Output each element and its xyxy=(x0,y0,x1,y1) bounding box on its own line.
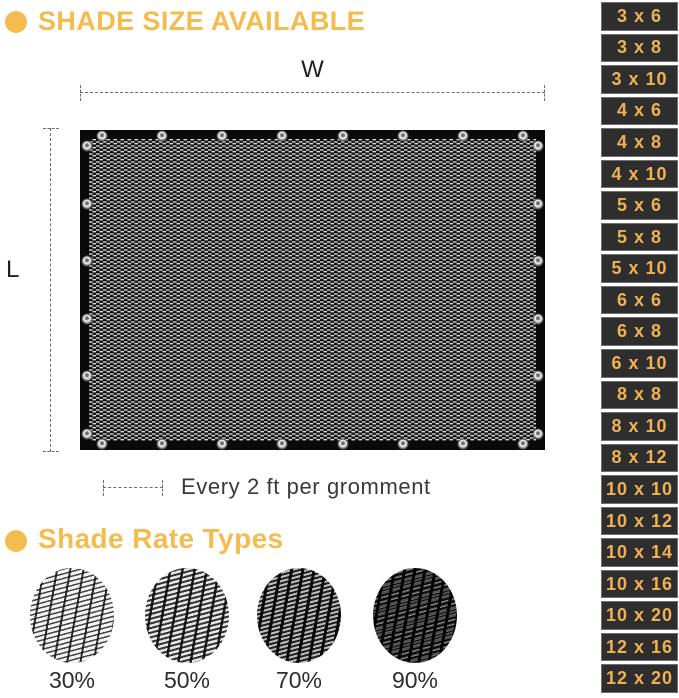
grommet-icon xyxy=(533,198,544,209)
grommet-icon xyxy=(157,131,168,142)
grommet-icon xyxy=(82,371,93,382)
width-dimension-line xyxy=(80,92,545,93)
size-option: 6 x 6 xyxy=(601,286,678,315)
size-option: 10 x 14 xyxy=(601,538,678,567)
shade-rate-swatch xyxy=(30,568,114,663)
size-option: 12 x 20 xyxy=(601,664,678,693)
grommet-icon xyxy=(457,439,468,450)
size-option: 5 x 10 xyxy=(601,254,678,283)
grommet-icon xyxy=(96,439,107,450)
size-option: 5 x 6 xyxy=(601,191,678,220)
grommet-icon xyxy=(518,439,529,450)
shade-rate-label: 50% xyxy=(163,667,211,693)
size-option: 10 x 16 xyxy=(601,570,678,599)
grommet-icon xyxy=(82,429,93,440)
size-option: 6 x 8 xyxy=(601,317,678,346)
size-list xyxy=(601,2,678,693)
length-dimension-line xyxy=(50,128,51,452)
size-option: 4 x 10 xyxy=(601,160,678,189)
grommet-icon xyxy=(217,439,228,450)
size-option: 10 x 12 xyxy=(601,507,678,536)
grommet-icon xyxy=(82,313,93,324)
grommet-icon xyxy=(457,131,468,142)
size-option: 10 x 20 xyxy=(601,601,678,630)
grommet-icon xyxy=(397,439,408,450)
shade-rate-swatch xyxy=(145,568,229,663)
length-dimension-label: L xyxy=(6,256,20,283)
bullet-icon xyxy=(5,11,27,33)
size-section-title: SHADE SIZE AVAILABLE xyxy=(38,6,366,36)
size-option: 6 x 10 xyxy=(601,349,678,378)
size-option: 3 x 6 xyxy=(601,2,678,31)
shade-rate-label: 90% xyxy=(391,667,439,693)
grommet-icon xyxy=(82,141,93,152)
grommet-icon xyxy=(533,371,544,382)
mesh-texture xyxy=(89,139,536,441)
shade-rate-swatch xyxy=(257,568,341,663)
grommet-icon xyxy=(82,198,93,209)
grommet-icon xyxy=(96,131,107,142)
size-option: 8 x 12 xyxy=(601,444,678,473)
size-option: 3 x 8 xyxy=(601,34,678,63)
grommet-spacing-note: Every 2 ft per gromment xyxy=(181,474,431,499)
width-dimension-label: W xyxy=(301,56,324,83)
size-option: 8 x 8 xyxy=(601,381,678,410)
grommet-spacing-line xyxy=(103,487,163,488)
grommet-icon xyxy=(157,439,168,450)
grommet-icon xyxy=(533,429,544,440)
rate-section-title: Shade Rate Types xyxy=(38,523,284,554)
grommet-icon xyxy=(337,131,348,142)
shade-rate-label: 30% xyxy=(48,667,96,693)
size-option: 8 x 10 xyxy=(601,412,678,441)
grommet-icon xyxy=(277,439,288,450)
grommet-icon xyxy=(397,131,408,142)
grommet-icon xyxy=(533,256,544,267)
shade-tarp xyxy=(80,130,545,450)
size-option: 4 x 8 xyxy=(601,128,678,157)
shade-rate-swatch xyxy=(373,568,457,663)
grommet-icon xyxy=(277,131,288,142)
grommet-icon xyxy=(518,131,529,142)
size-option: 4 x 6 xyxy=(601,97,678,126)
grommet-icon xyxy=(337,439,348,450)
bullet-icon xyxy=(5,530,27,552)
grommet-icon xyxy=(533,313,544,324)
size-option: 5 x 8 xyxy=(601,223,678,252)
size-option: 3 x 10 xyxy=(601,65,678,94)
size-option: 12 x 16 xyxy=(601,633,678,662)
grommet-icon xyxy=(217,131,228,142)
grommet-icon xyxy=(82,256,93,267)
shade-rate-label: 70% xyxy=(275,667,323,693)
grommet-icon xyxy=(533,141,544,152)
size-option: 10 x 10 xyxy=(601,475,678,504)
